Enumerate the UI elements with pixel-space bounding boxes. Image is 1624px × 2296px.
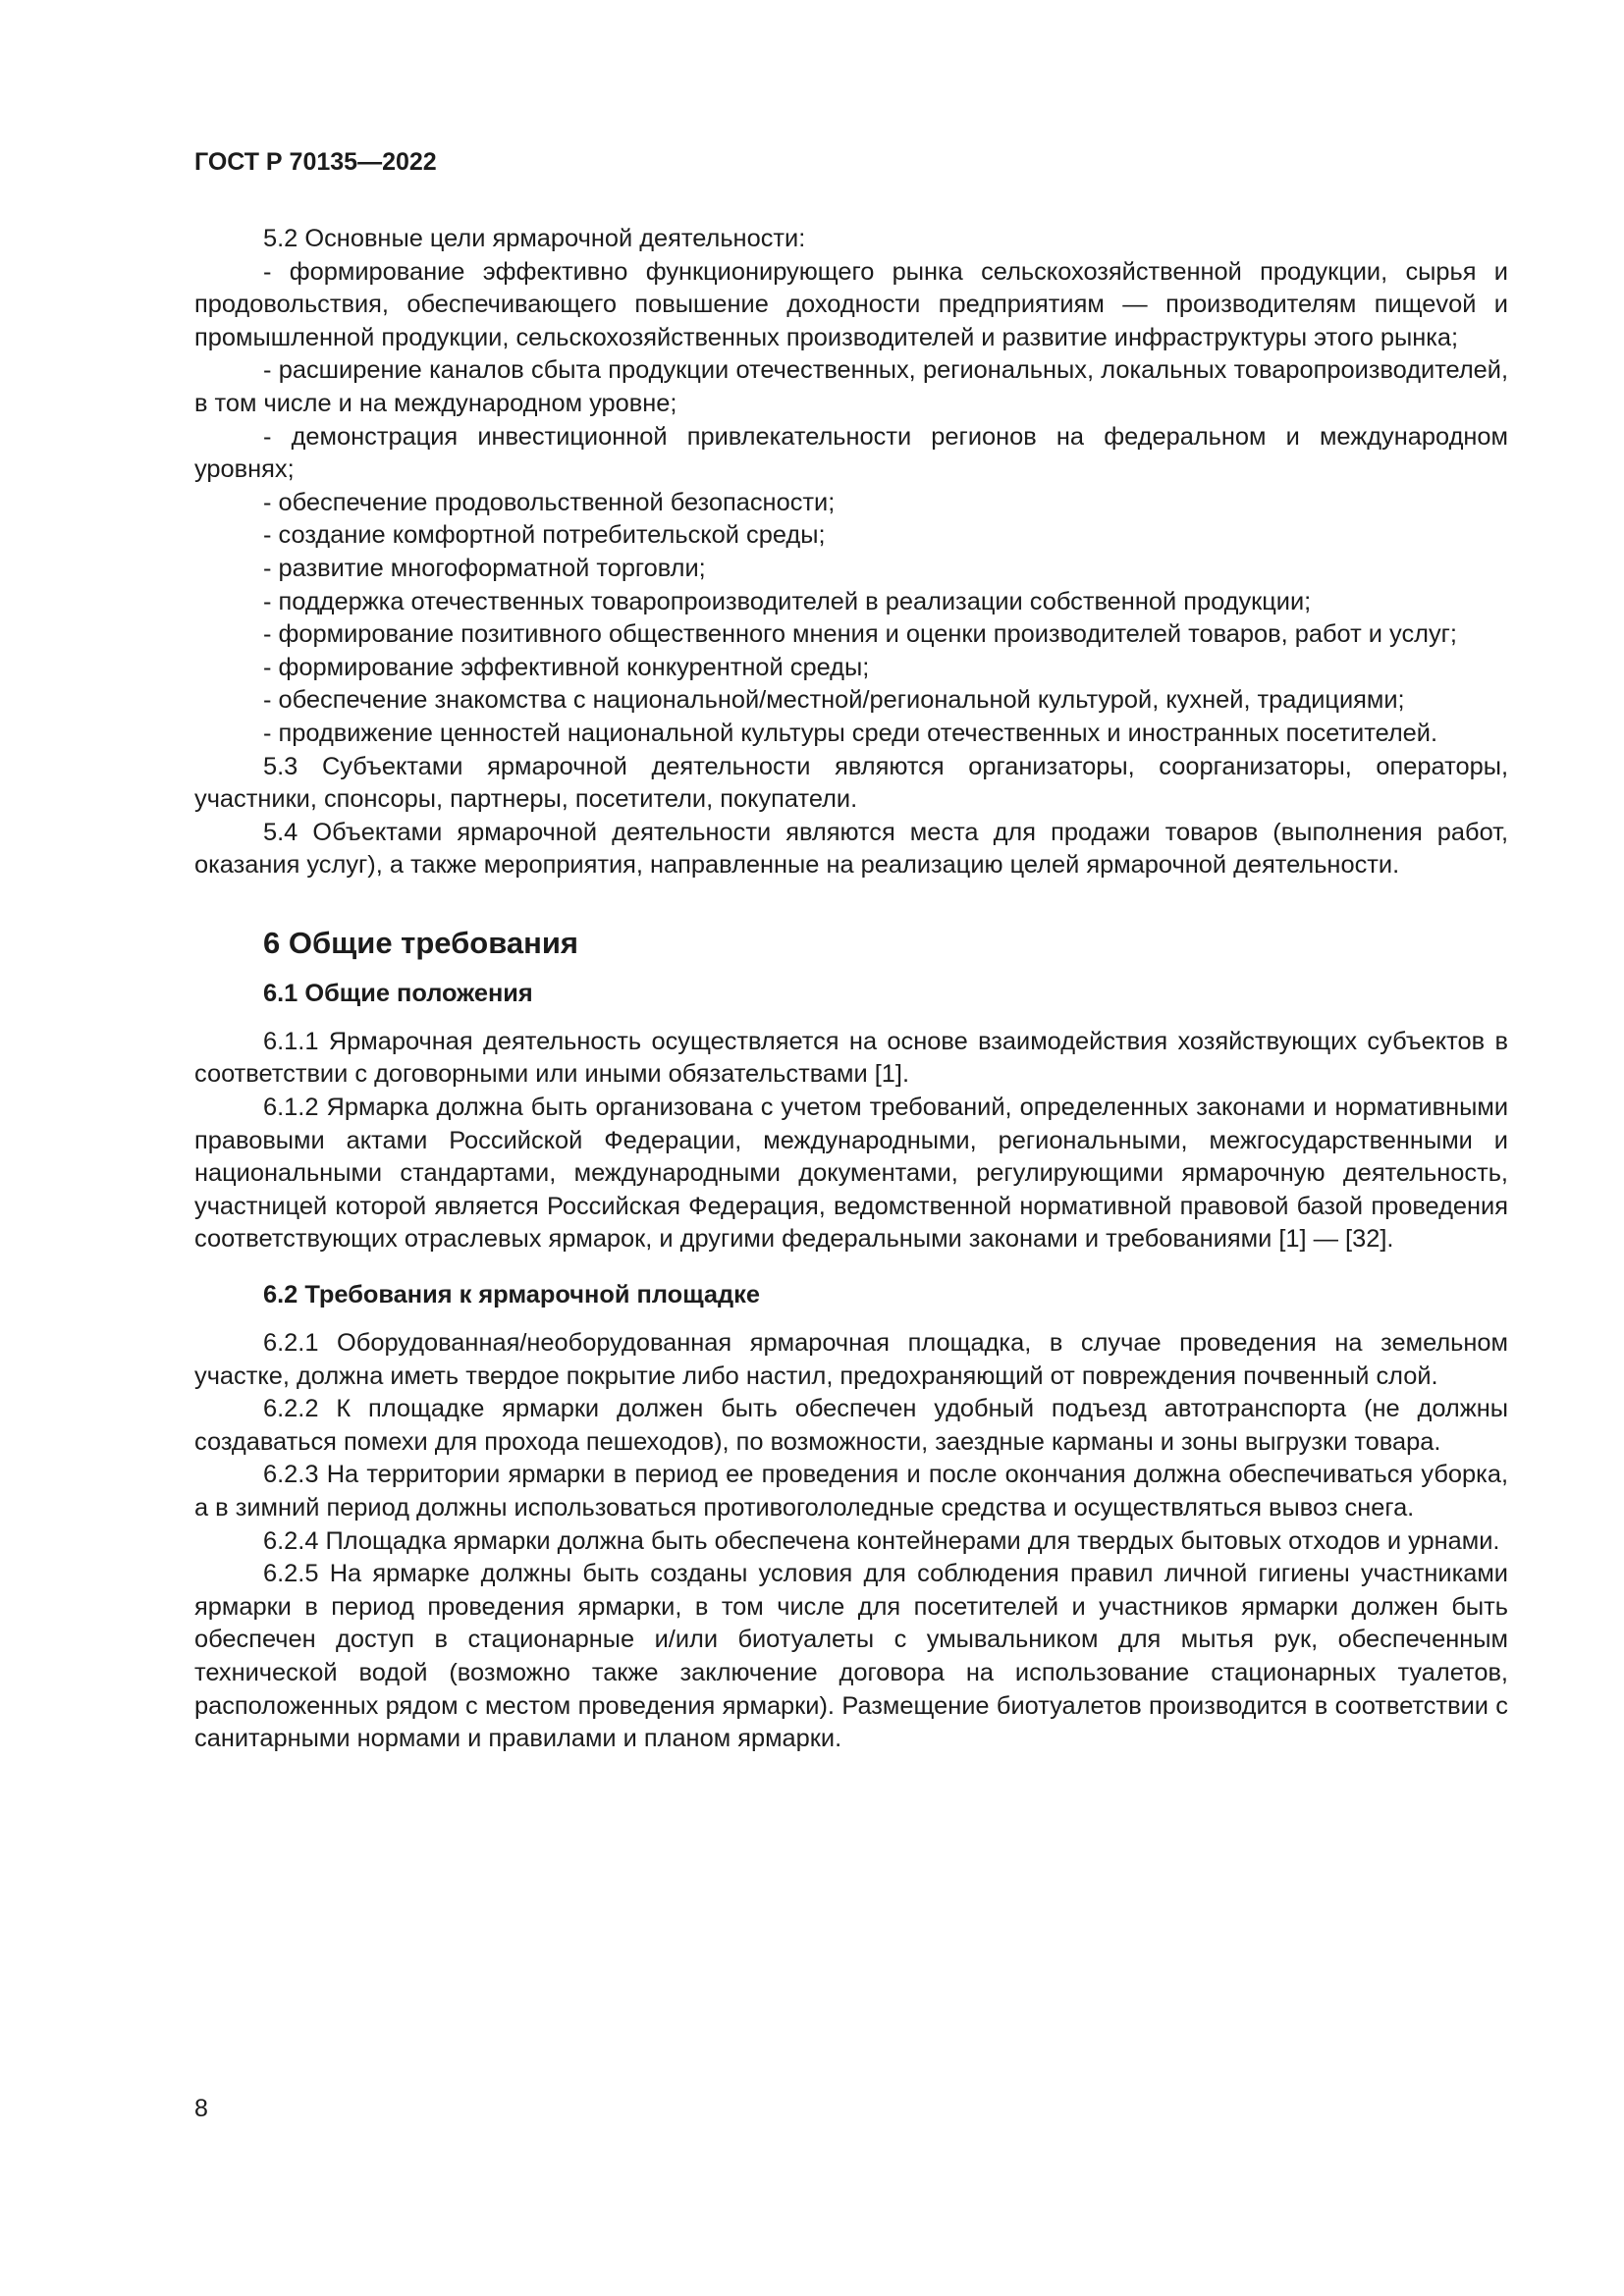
- clause-5-4: 5.4 Объектами ярмарочной деятельности являются места для продажи товаров (выполнения работ, оказания услуг), а также мероприятия, направленные на реализацию целей ярмарочной деятельности.: [194, 818, 1508, 880]
- list-item: - обеспечение знакомства с национальной/местной/региональной культурой, кухней, традициями;: [263, 686, 1405, 715]
- clause-6-2-2: 6.2.2 К площадке ярмарки должен быть обеспечен удобный подъезд автотранспорта (не должны создаваться помехи для прохода пешеходов), по возможности, заездные карманы и зоны выгрузки товара.: [194, 1395, 1508, 1456]
- page-number: 8: [194, 2095, 208, 2122]
- list-item: - формирование эффективно функционирующего рынка сельскохозяйственной продукции, сырья и продовольствия, обеспечивающего повышение доходности предприятиям — производителям пищеvой и промышленной продукции, сельскохозяйственных производителей и развитие инфраструктуры этого рынка;: [194, 257, 1508, 351]
- clause-5-2: [194, 223, 1508, 751]
- clause-6-2-3: 6.2.3 На территории ярмарки в период ее проведения и после окончания должна обеспечиваться уборка, а в зимний период должны использоваться противогололедные средства и осуществляться вывоз снега.: [194, 1461, 1508, 1522]
- clause-5-3: 5.3 Субъектами ярмарочной деятельности являются организаторы, соорганизаторы, операторы, участники, спонсоры, партнеры, посетители, покупатели.: [194, 752, 1508, 814]
- list-item: - создание комфортной потребительской среды;: [263, 521, 826, 550]
- list-item: - формирование эффективной конкурентной среды;: [263, 653, 870, 681]
- list-item: - продвижение ценностей национальной культуры среди отечественных и иностранных посетителей.: [263, 719, 1438, 747]
- clause-6-2-1: 6.2.1 Оборудованная/необорудованная ярмарочная площадка, в случае проведения на земельном участке, должна иметь твердое покрытие либо настил, предохраняющий от повреждения почвенный слой.: [194, 1329, 1508, 1390]
- list-item: - развитие многоформатной торговли;: [263, 554, 706, 582]
- clause-6-2-4: 6.2.4 Площадка ярмарки должна быть обеспечена контейнерами для твердых бытовых отходов и урнами.: [263, 1526, 1500, 1555]
- list-item: - поддержка отечественных товаропроизводителей в реализации собственной продукции;: [263, 587, 1312, 615]
- list-item: - расширение каналов сбыта продукции отечественных, региональных, локальных товаропроизводителей, в том числе и на международном уровне;: [194, 356, 1508, 417]
- list-item: - обеспечение продовольственной безопасности;: [263, 488, 836, 516]
- clause-5-2-intro: 5.2 Основные цели ярмарочной деятельности:: [263, 225, 806, 252]
- subsection-6-2-heading: 6.2 Требования к ярмарочной площадке: [263, 1281, 760, 1309]
- clause-6-2-5: 6.2.5 На ярмарке должны быть созданы условия для соблюдения правил личной гигиены участниками ярмарки в период проведения ярмарки, в том числе для посетителей и участников ярмарки должен быть обеспечен доступ в стационарные и/или биотуалеты с умывальником для мытья рук, обеспеченным технической водой (возможно также заключение договора на использование стационарных туалетов, расположенных рядом с местом проведения ярмарки). Размещение биотуалетов производится в соответствии с санитарными нормами и правилами и планом ярмарки.: [194, 1560, 1508, 1753]
- list-item: - демонстрация инвестиционной привлекательности регионов на федеральном и международном уровнях;: [194, 422, 1508, 484]
- section-6-heading: 6 Общие требования: [263, 925, 578, 960]
- clause-6-1-2: 6.1.2 Ярмарка должна быть организована с учетом требований, определенных законами и нормативными правовыми актами Российской Федерации, международными, региональными, межгосударственными и национальными стандартами, международными документами, регулирующими ярмарочную деятельность, участницей которой является Российская Федерация, ведомственной нормативной правовой базой проведения соответствующих отраслевых ярмарок, и другими федеральными законами и требованиями [1] — [32].: [194, 1094, 1508, 1254]
- list-item: - формирование позитивного общественного мнения и оценки производителей товаров, работ и услуг;: [263, 620, 1457, 649]
- clause-6-1-1: 6.1.1 Ярмарочная деятельность осуществляется на основе взаимодействия хозяйствующих субъектов в соответствии с договорными или иными обязательствами [1].: [194, 1027, 1508, 1089]
- running-header: ГОСТ Р 70135—2022: [194, 148, 437, 176]
- subsection-6-1-heading: 6.1 Общие положения: [263, 979, 533, 1007]
- document-page: [194, 147, 1508, 1756]
